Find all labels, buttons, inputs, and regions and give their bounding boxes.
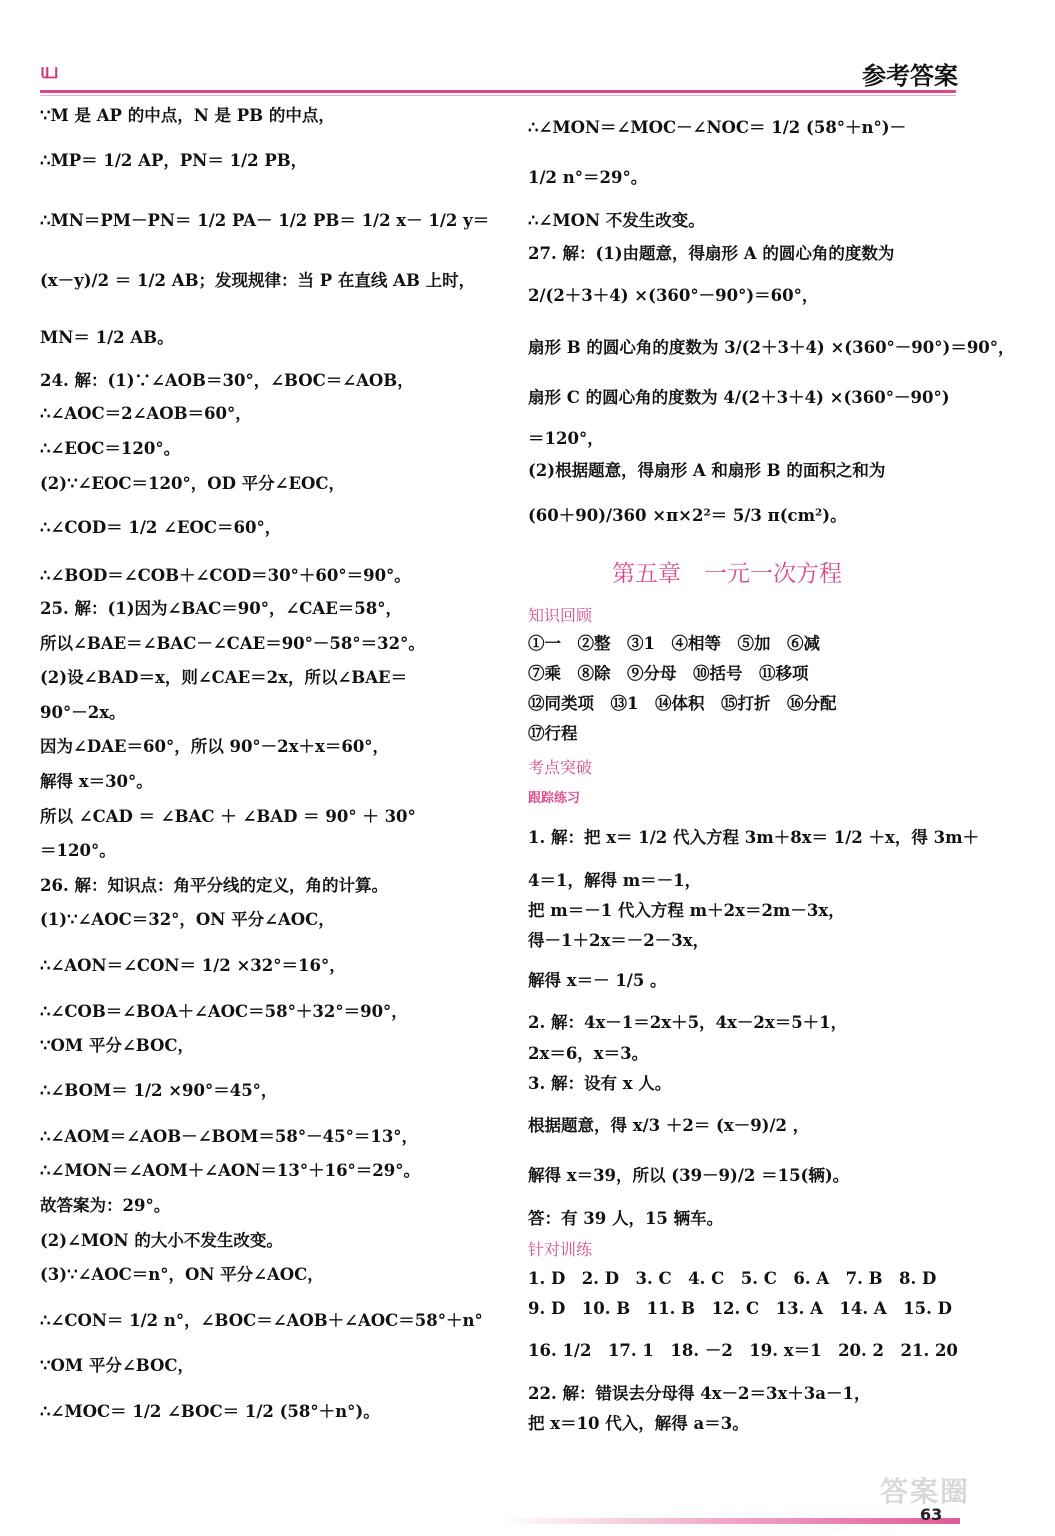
- practice-line: 根据题意，得 x/3 ＋2＝ (x－9)/2 ，: [528, 1116, 810, 1135]
- footer-rule: [500, 1518, 960, 1524]
- answer-line: ∵M 是 AP 的中点，N 是 PB 的中点，: [40, 106, 335, 125]
- answer-line: (2)∵∠EOC＝120°，OD 平分∠EOC，: [40, 474, 346, 493]
- answer-line: ∵OM 平分∠BOC，: [40, 1356, 194, 1375]
- answer-line: ＝120°。: [40, 841, 116, 860]
- practice-line: 把 m＝－1 代入方程 m＋2x＝2m－3x，: [528, 901, 845, 920]
- answer-line: ＝120°，: [528, 429, 604, 448]
- answer-line: ∴∠EOC＝120°。: [40, 439, 181, 458]
- answer-line: 故答案为：29°。: [40, 1196, 171, 1215]
- answer-line: 扇形 B 的圆心角的度数为 3/(2＋3＋4) ×(360°－90°)＝90°，: [528, 338, 1015, 357]
- answer-line: ∴∠AOC＝2∠AOB＝60°，: [40, 404, 252, 423]
- page-header-title: 参考答案: [862, 62, 958, 90]
- practice-line: 2x＝6，x＝3。: [528, 1044, 649, 1063]
- answer-line: 24. 解：(1)∵∠AOB＝30°，∠BOC＝∠AOB，: [40, 371, 414, 390]
- answer-line: (x－y)/2 ＝ 1/2 AB；发现规律：当 P 在直线 AB 上时，: [40, 271, 476, 290]
- answer-line: ∴∠BOM＝ 1/2 ×90°＝45°，: [40, 1081, 278, 1100]
- header-logo-mark: ய: [40, 58, 60, 84]
- practice-line: 4＝1，解得 m＝－1，: [528, 871, 702, 890]
- answer-line: (60＋90)/360 ×π×2²＝ 5/3 π(cm²)。: [528, 506, 847, 525]
- practice-line: 2. 解：4x－1＝2x＋5，4x－2x＝5＋1，: [528, 1013, 848, 1032]
- answer-line: 所以∠BAE＝∠BAC－∠CAE＝90°－58°＝32°。: [40, 634, 425, 653]
- review-line: ①一 ②整 ③1 ④相等 ⑤加 ⑥减: [528, 634, 820, 653]
- section-heading-review: 知识回顾: [528, 606, 593, 625]
- answer-line: ∴∠MON＝∠AOM＋∠AON＝13°＋16°＝29°。: [40, 1161, 421, 1180]
- subsection-heading-practice: 跟踪练习: [528, 791, 581, 806]
- answer-line: (1)∵∠AOC＝32°，ON 平分∠AOC，: [40, 910, 335, 929]
- section-heading-training: 针对训练: [528, 1240, 593, 1259]
- answer-line: ∴∠MOC＝ 1/2 ∠BOC＝ 1/2 (58°＋n°)。: [40, 1402, 380, 1421]
- answer-line: ∴∠AON＝∠CON＝ 1/2 ×32°＝16°，: [40, 956, 346, 975]
- practice-line: 解得 x＝－ 1/5 。: [528, 971, 667, 990]
- practice-line: 1. 解：把 x＝ 1/2 代入方程 3m＋8x＝ 1/2 ＋x，得 3m＋: [528, 828, 980, 847]
- answer-line: 2/(2＋3＋4) ×(360°－90°)＝60°，: [528, 286, 819, 305]
- review-line: ⑦乘 ⑧除 ⑨分母 ⑩括号 ⑪移项: [528, 664, 809, 683]
- answer-line: (3)∵∠AOC＝n°，ON 平分∠AOC，: [40, 1265, 324, 1284]
- practice-line: 得－1＋2x＝－2－3x，: [528, 931, 710, 950]
- answer-line: ∴∠COD＝ 1/2 ∠EOC＝60°，: [40, 518, 282, 537]
- answer-line: 扇形 C 的圆心角的度数为 4/(2＋3＋4) ×(360°－90°): [528, 388, 950, 407]
- practice-line: 3. 解：设有 x 人。: [528, 1074, 672, 1093]
- training-line: 16. 1/2 17. 1 18. －2 19. x＝1 20. 2 21. 20: [528, 1341, 958, 1360]
- answer-line: 1/2 n°＝29°。: [528, 168, 648, 187]
- answer-line: ∴∠CON＝ 1/2 n°，∠BOC＝∠AOB＋∠AOC＝58°＋n°: [40, 1311, 483, 1330]
- answer-line: (2)设∠BAD＝x，则∠CAE＝2x，所以∠BAE＝: [40, 668, 408, 687]
- answer-line: (2)根据题意，得扇形 A 和扇形 B 的面积之和为: [528, 461, 886, 480]
- answer-line: ∴∠COB＝∠BOA＋∠AOC＝58°＋32°＝90°，: [40, 1002, 408, 1021]
- answer-line: 25. 解：(1)因为∠BAC＝90°，∠CAE＝58°，: [40, 599, 403, 618]
- answer-line: ∴MP＝ 1/2 AP，PN＝ 1/2 PB，: [40, 151, 308, 170]
- section-heading-breakthrough: 考点突破: [528, 758, 593, 777]
- answer-line: 90°－2x。: [40, 703, 126, 722]
- chapter-title: 第五章 一元一次方程: [612, 561, 842, 587]
- header-rule-thin: [40, 95, 956, 96]
- answer-line: ∴∠MON 不发生改变。: [528, 211, 705, 230]
- review-line: ⑫同类项 ⑬1 ⑭体积 ⑮打折 ⑯分配: [528, 694, 837, 713]
- answer-line: MN＝ 1/2 AB。: [40, 328, 174, 347]
- answer-line: 因为∠DAE＝60°，所以 90°－2x＋x＝60°，: [40, 737, 390, 756]
- answer-line: ∴MN＝PM－PN＝ 1/2 PA－ 1/2 PB＝ 1/2 x－ 1/2 y＝: [40, 211, 490, 230]
- training-line: 22. 解：错误去分母得 4x－2＝3x＋3a－1，: [528, 1384, 871, 1403]
- header-rule: [40, 90, 956, 93]
- practice-line: 解得 x＝39，所以 (39－9)/2 ＝15(辆)。: [528, 1166, 850, 1185]
- practice-line: 答：有 39 人，15 辆车。: [528, 1209, 724, 1228]
- page-number: 63: [920, 1505, 943, 1524]
- watermark-logo: 答案圈: [880, 1475, 971, 1508]
- answer-line: ∴∠AOM＝∠AOB－∠BOM＝58°－45°＝13°，: [40, 1127, 419, 1146]
- answer-line: 解得 x＝30°。: [40, 772, 153, 791]
- answer-line: ∴∠BOD＝∠COB＋∠COD＝30°＋60°＝90°。: [40, 566, 411, 585]
- answer-line: 27. 解：(1)由题意，得扇形 A 的圆心角的度数为: [528, 244, 895, 263]
- training-line: 1. D 2. D 3. C 4. C 5. C 6. A 7. B 8. D: [528, 1269, 937, 1288]
- answer-line: ∵OM 平分∠BOC，: [40, 1036, 194, 1055]
- answer-line: 所以 ∠CAD ＝ ∠BAC ＋ ∠BAD ＝ 90° ＋ 30°: [40, 807, 416, 826]
- training-line: 9. D 10. B 11. B 12. C 13. A 14. A 15. D: [528, 1299, 952, 1318]
- review-line: ⑰行程: [528, 724, 578, 743]
- answer-line: (2)∠MON 的大小不发生改变。: [40, 1231, 283, 1250]
- answer-line: 26. 解：知识点：角平分线的定义，角的计算。: [40, 876, 388, 895]
- training-line: 把 x＝10 代入，解得 a＝3。: [528, 1414, 749, 1433]
- answer-line: ∴∠MON＝∠MOC－∠NOC＝ 1/2 (58°＋n°)－: [528, 118, 907, 137]
